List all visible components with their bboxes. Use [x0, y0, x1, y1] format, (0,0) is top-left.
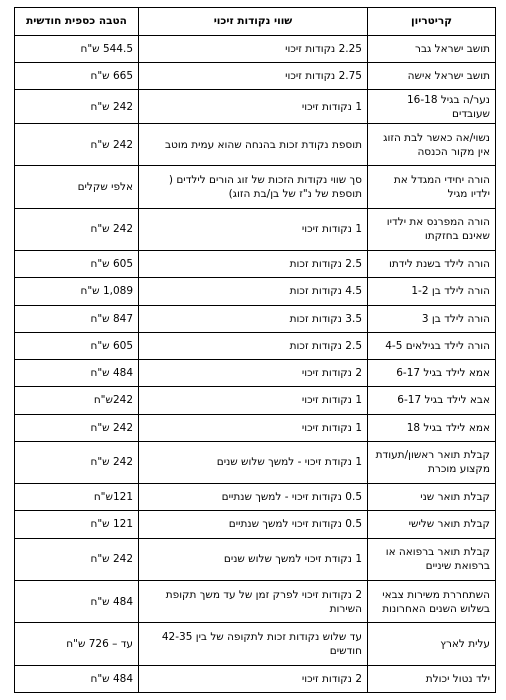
cell-criterion: נער/ה בגיל 16-18 שעובדים — [368, 90, 496, 124]
table-row — [15, 414, 496, 441]
cell-points: 1 נקודות זיכוי — [139, 90, 368, 124]
cell-points: תוספת נקודת זכות בהנחה שהוא עמית מוטב — [139, 124, 368, 166]
table-row — [15, 278, 496, 305]
table-row — [15, 623, 496, 665]
cell-points: 2 נקודות זיכוי — [139, 360, 368, 387]
cell-points: 2.5 נקודות זכות — [139, 251, 368, 278]
cell-benefit: 242 ש"ח — [15, 208, 139, 250]
table-row — [15, 538, 496, 580]
cell-benefit: 242 ש"ח — [15, 414, 139, 441]
cell-benefit: 242 ש"ח — [15, 90, 139, 124]
cell-points: 1 נקודות זיכוי — [139, 208, 368, 250]
table-row — [15, 581, 496, 623]
cell-criterion: קבלת תואר ראשון/תעודת מקצוע מוכרת — [368, 441, 496, 483]
table-row — [15, 124, 496, 166]
cell-benefit: 605 ש"ח — [15, 332, 139, 359]
cell-points: סך שווי נקודות הזכות של זוג הורים לילדים ( תוספת של נ"ז של בן/בת הזוג) — [139, 166, 368, 208]
cell-points: 2.25 נקודות זיכוי — [139, 36, 368, 63]
cell-criterion: נשוי/אה כאשר לבת הזוג אין מקור הכנסה — [368, 124, 496, 166]
table-row — [15, 360, 496, 387]
table-row — [15, 63, 496, 90]
cell-points: 2.5 נקודות זכות — [139, 332, 368, 359]
cell-criterion: קבלת תואר ברפואה או ברפואת שיניים — [368, 538, 496, 580]
table-row — [15, 665, 496, 692]
cell-points: 3.5 נקודות זכות — [139, 305, 368, 332]
cell-criterion: הורה לילד בגילאים 4-5 — [368, 332, 496, 359]
cell-benefit: 484 ש"ח — [15, 360, 139, 387]
cell-benefit: 484 ש"ח — [15, 581, 139, 623]
cell-criterion: ילד נטול יכולת — [368, 665, 496, 692]
header-row — [15, 8, 496, 36]
cell-criterion: הורה לילד בשנת לידתו — [368, 251, 496, 278]
cell-points: 1 נקודת זיכוי למשך שלוש שנים — [139, 538, 368, 580]
cell-criterion: אבא לילד בגיל 6-17 — [368, 387, 496, 414]
cell-benefit: 242 ש"ח — [15, 441, 139, 483]
cell-points: 1 נקודות זיכוי — [139, 387, 368, 414]
table-row — [15, 511, 496, 538]
cell-criterion: עלית לארץ — [368, 623, 496, 665]
cell-benefit: 121ש"ח — [15, 484, 139, 511]
header-criterion: קריטריון — [368, 8, 496, 36]
cell-criterion: השתחררת משירות צבאי בשלוש השנים האחרונות — [368, 581, 496, 623]
cell-criterion: הורה יחידי המגדל את ילדיו מגיל — [368, 166, 496, 208]
table-row — [15, 441, 496, 483]
cell-criterion: אמא לילד בגיל 6-17 — [368, 360, 496, 387]
cell-benefit: 242ש"ח — [15, 387, 139, 414]
cell-benefit: אלפי שקלים — [15, 166, 139, 208]
cell-points: 0.5 נקודות זיכוי - למשך שנתיים — [139, 484, 368, 511]
cell-points: 0.5 נקודות זיכוי למשך שנתיים — [139, 511, 368, 538]
cell-criterion: הורה לילד בן 3 — [368, 305, 496, 332]
cell-benefit: 1,089 ש"ח — [15, 278, 139, 305]
cell-points: 4.5 נקודות זכות — [139, 278, 368, 305]
cell-points: עד שלוש נקודות זכות לתקופה של בין 42-35 חודשים — [139, 623, 368, 665]
cell-benefit: 242 ש"ח — [15, 124, 139, 166]
cell-benefit: עד – 726 ש"ח — [15, 623, 139, 665]
table-row — [15, 208, 496, 250]
cell-benefit: 665 ש"ח — [15, 63, 139, 90]
cell-points: 2 נקודות זיכוי — [139, 665, 368, 692]
table-row — [15, 387, 496, 414]
tax-credit-table — [14, 7, 496, 693]
cell-benefit: 242 ש"ח — [15, 538, 139, 580]
cell-criterion: הורה לילד בן 1-2 — [368, 278, 496, 305]
cell-benefit: 121 ש"ח — [15, 511, 139, 538]
cell-benefit: 847 ש"ח — [15, 305, 139, 332]
cell-criterion: תושב ישראל גבר — [368, 36, 496, 63]
table-row — [15, 305, 496, 332]
table-row — [15, 332, 496, 359]
table-row — [15, 251, 496, 278]
cell-points: 1 נקודת זיכוי - למשך שלוש שנים — [139, 441, 368, 483]
table-row — [15, 166, 496, 208]
header-points: שווי נקודות זיכוי — [139, 8, 368, 36]
cell-benefit: 605 ש"ח — [15, 251, 139, 278]
table-row — [15, 36, 496, 63]
table-row — [15, 90, 496, 124]
header-benefit: הטבה כספית חודשית — [15, 8, 139, 36]
cell-criterion: קבלת תואר שני — [368, 484, 496, 511]
cell-benefit: 484 ש"ח — [15, 665, 139, 692]
cell-criterion: קבלת תואר שלישי — [368, 511, 496, 538]
cell-points: 1 נקודות זיכוי — [139, 414, 368, 441]
cell-criterion: הורה המפרנס את ילדיו שאינם בחזקתו — [368, 208, 496, 250]
cell-points: 2.75 נקודות זיכוי — [139, 63, 368, 90]
cell-points: 2 נקודות זיכוי לפרק זמן של עד משך תקופת השירות — [139, 581, 368, 623]
cell-criterion: אמא לילד בגיל 18 — [368, 414, 496, 441]
cell-benefit: 544.5 ש"ח — [15, 36, 139, 63]
table-row — [15, 484, 496, 511]
cell-criterion: תושב ישראל אישה — [368, 63, 496, 90]
